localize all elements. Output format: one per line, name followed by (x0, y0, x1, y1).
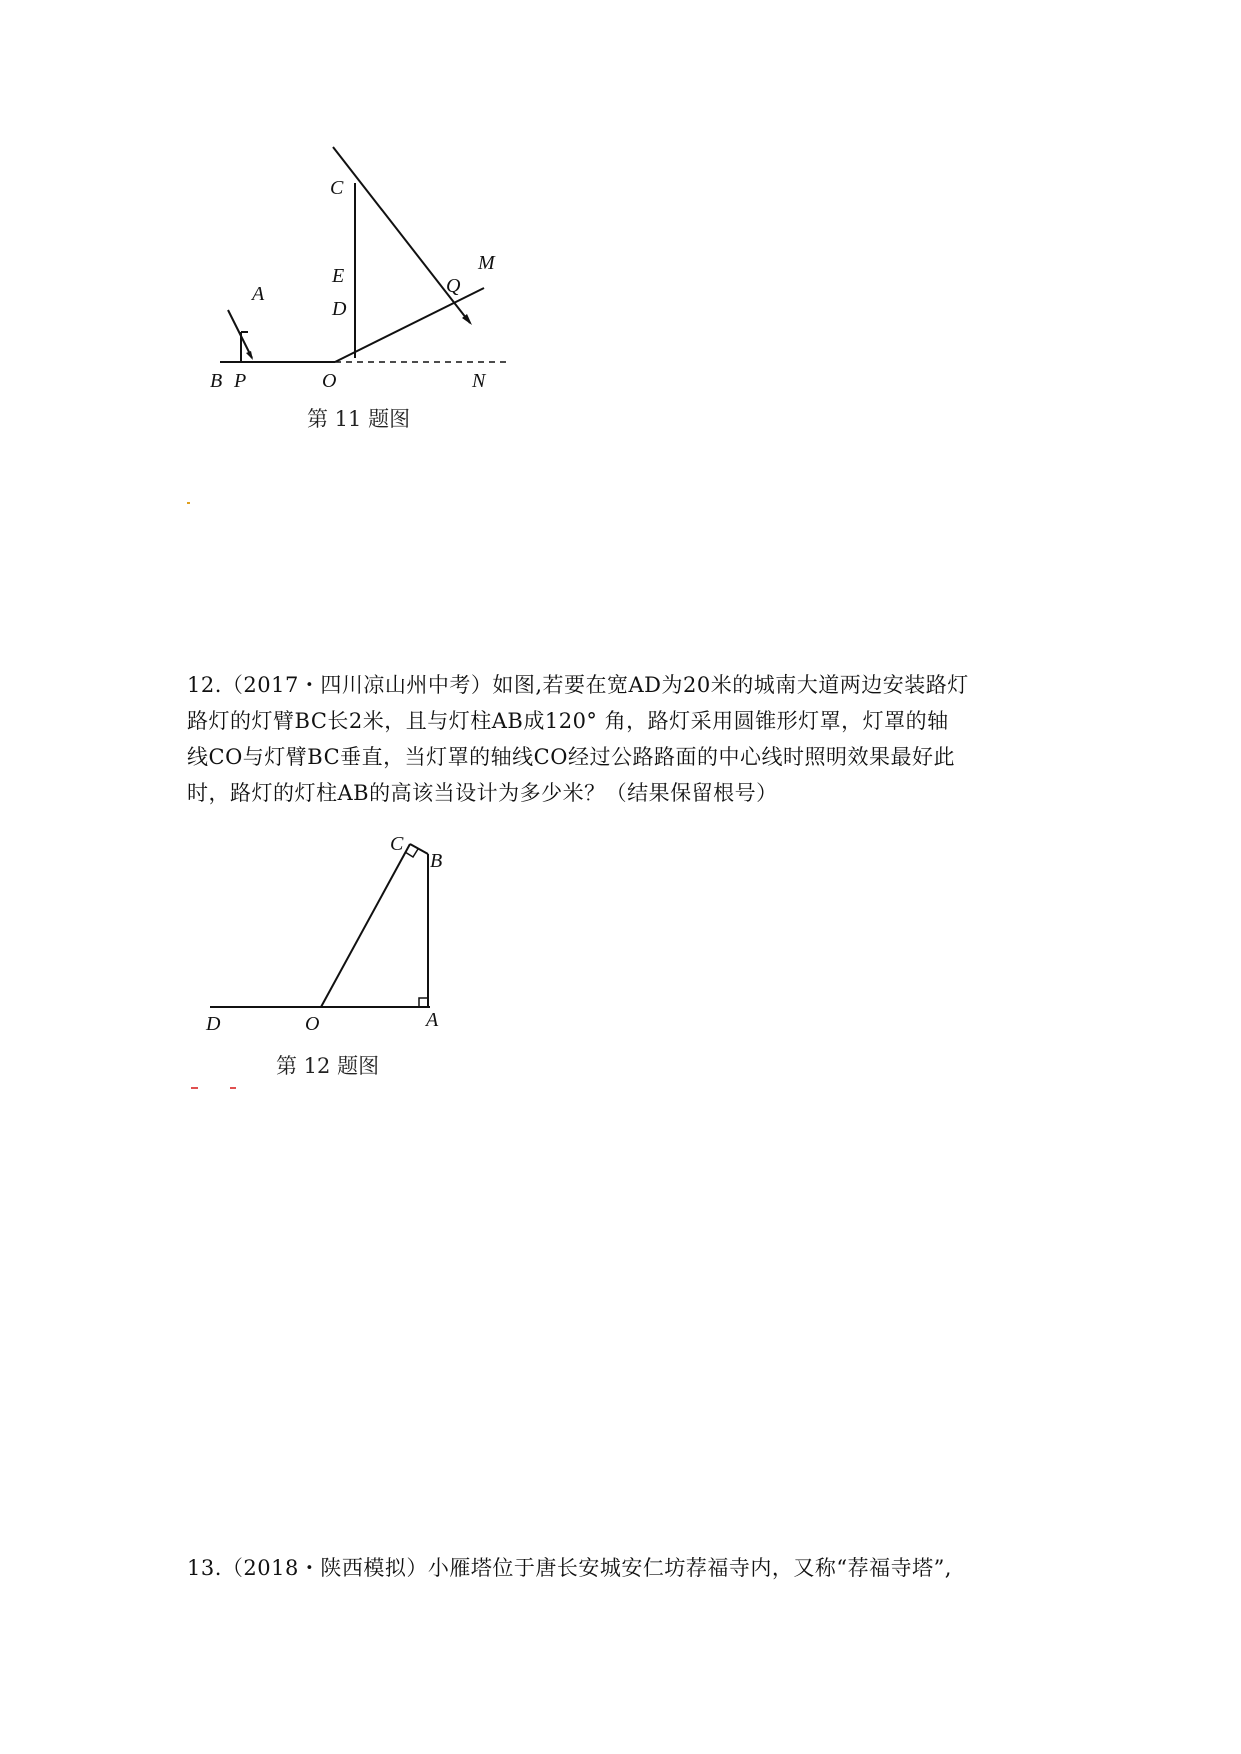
label-m: M (478, 252, 495, 274)
label-o: O (305, 1013, 320, 1035)
label-c: C (330, 177, 344, 199)
question-12-line: 12.（2017・四川凉山州中考）如图,若要在宽AD为20米的城南大道两边安装路灯 (187, 673, 969, 697)
speck-mark (191, 1087, 198, 1089)
label-d: D (332, 298, 347, 320)
question-12-line: 线CO与灯臂BC垂直，当灯罩的轴线CO经过公路路面的中心线时照明效果最好此 (187, 745, 955, 769)
label-c: C (390, 833, 404, 855)
figure-11 (210, 155, 530, 395)
question-12-line: 时，路灯的灯柱AB的高该当设计为多少米？（结果保留根号） (187, 781, 778, 805)
figure-11-caption: 第 11 题图 (307, 407, 411, 431)
speck-mark (187, 502, 190, 504)
label-b: B (430, 850, 443, 872)
line-om (335, 288, 484, 362)
arrow-p (246, 351, 253, 360)
question-13 (187, 1550, 1087, 1586)
label-d: D (206, 1013, 221, 1035)
label-a: A (426, 1009, 439, 1031)
label-q: Q (446, 275, 461, 297)
question-12-line: 路灯的灯臂BC长2米，且与灯柱AB成120° 角，路灯采用圆锥形灯罩，灯罩的轴 (187, 709, 949, 733)
figure-12-caption: 第 12 题图 (276, 1054, 380, 1078)
label-e: E (332, 265, 345, 287)
label-o: O (322, 370, 337, 392)
axis-co (321, 844, 410, 1007)
label-a: A (252, 283, 265, 305)
label-n: N (472, 370, 486, 392)
right-angle-a (419, 998, 428, 1007)
speck-mark (230, 1087, 236, 1089)
question-13-line: 13.（2018・陕西模拟）小雁塔位于唐长安城安仁坊荐福寺内，又称“荐福寺塔”, (187, 1556, 952, 1580)
label-p: P (234, 370, 247, 392)
figure-12 (200, 830, 460, 1040)
arm-bc (410, 844, 428, 854)
question-12 (187, 667, 1087, 811)
label-b: B (210, 370, 223, 392)
